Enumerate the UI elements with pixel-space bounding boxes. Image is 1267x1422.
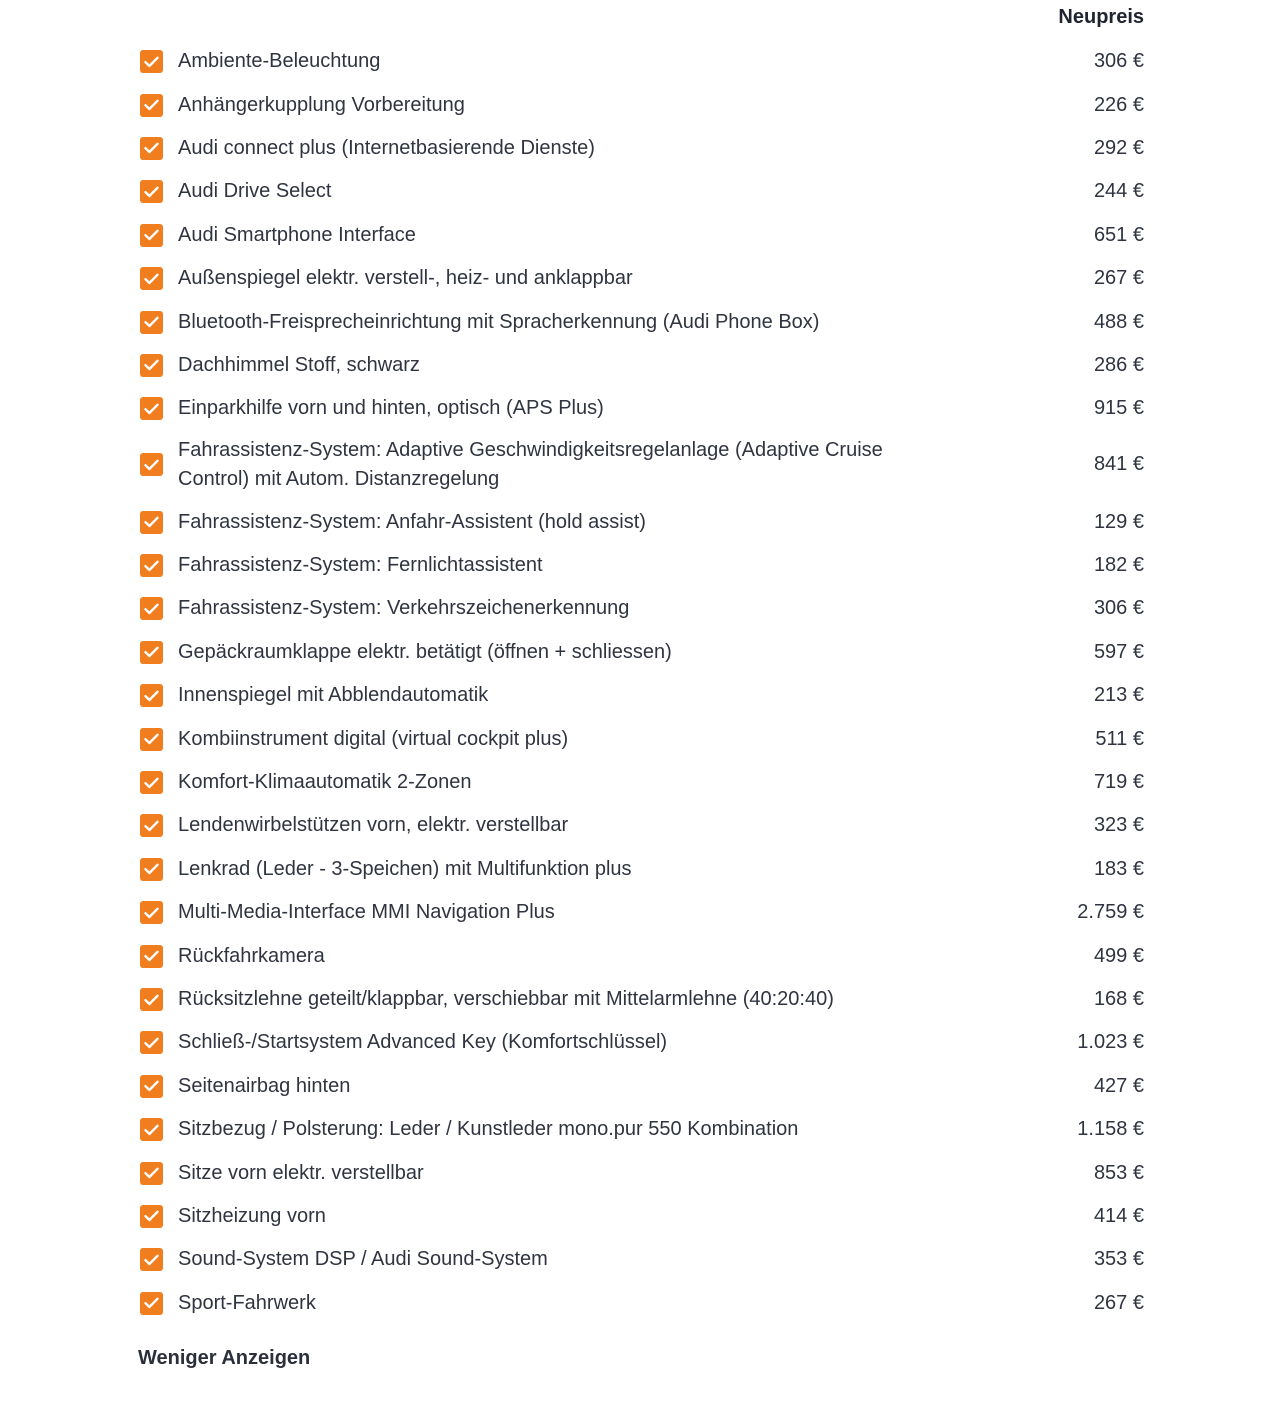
- equipment-item-left: [138, 1028, 667, 1057]
- equipment-item: [138, 717, 1144, 760]
- equipment-label: Dachhimmel Stoff, schwarz: [178, 353, 420, 376]
- equipment-label: Einparkhilfe vorn und hinten, optisch (APS Plus): [178, 397, 604, 420]
- equipment-item: [138, 300, 1144, 343]
- equipment-label: Außenspiegel elektr. verstell-, heiz- und anklappbar: [178, 267, 633, 290]
- checkmark-icon: [144, 820, 159, 832]
- checkmark-icon: [144, 229, 159, 241]
- list-header: [138, 0, 1144, 40]
- checkmark-icon: [144, 907, 159, 919]
- equipment-item-left: [138, 308, 819, 337]
- checkmark-icon: [144, 690, 159, 702]
- checkmark-icon: [144, 1037, 159, 1049]
- equipment-item: [138, 891, 1144, 934]
- equipment-item-left: [138, 1202, 326, 1231]
- equipment-price: 244 €: [1093, 180, 1144, 203]
- equipment-price: 306 €: [1093, 597, 1144, 620]
- equipment-item-left: [138, 394, 604, 423]
- equipment-label: Lendenwirbelstützen vorn, elektr. verstellbar: [178, 814, 569, 837]
- equipment-label: Sitze vorn elektr. verstellbar: [178, 1161, 424, 1184]
- checkmark-icon: [144, 560, 159, 572]
- equipment-price: 306 €: [1093, 50, 1144, 73]
- equipment-checkbox[interactable]: [140, 224, 163, 247]
- equipment-price: 182 €: [1093, 554, 1144, 577]
- equipment-checkbox[interactable]: [140, 1205, 163, 1228]
- equipment-item-left: [138, 436, 908, 494]
- equipment-item-left: [138, 1072, 350, 1101]
- checkmark-icon: [144, 733, 159, 745]
- equipment-checkbox[interactable]: [140, 814, 163, 837]
- equipment-label: Fahrassistenz-System: Adaptive Geschwindigkeitsregelanlage (Adaptive Cruise Control) mit Autom. Distanzregelung: [178, 438, 883, 490]
- equipment-item: [138, 170, 1144, 213]
- equipment-price: 323 €: [1093, 814, 1144, 837]
- show-less-link[interactable]: Weniger Anzeigen: [138, 1346, 311, 1369]
- equipment-label: Kombiinstrument digital (virtual cockpit plus): [178, 727, 569, 750]
- equipment-item-left: [138, 811, 568, 840]
- equipment-item-left: [138, 508, 646, 537]
- equipment-checkbox[interactable]: [140, 641, 163, 664]
- equipment-item-left: [138, 1115, 798, 1144]
- equipment-item: [138, 344, 1144, 387]
- checkmark-icon: [144, 56, 159, 68]
- equipment-price: 427 €: [1093, 1074, 1144, 1097]
- equipment-price: 719 €: [1093, 771, 1144, 794]
- equipment-label: Anhängerkupplung Vorbereitung: [178, 93, 465, 116]
- checkmark-icon: [144, 777, 159, 789]
- equipment-label: Schließ-/Startsystem Advanced Key (Komfortschlüssel): [178, 1031, 668, 1054]
- equipment-checkbox[interactable]: [140, 1162, 163, 1185]
- equipment-price: 488 €: [1093, 310, 1144, 333]
- equipment-checkbox[interactable]: [140, 50, 163, 73]
- equipment-item: [138, 804, 1144, 847]
- checkmark-icon: [144, 99, 159, 111]
- equipment-item: [138, 214, 1144, 257]
- equipment-item: [138, 1282, 1144, 1325]
- checkmark-icon: [144, 1210, 159, 1222]
- equipment-item: [138, 674, 1144, 717]
- checkmark-icon: [144, 403, 159, 415]
- equipment-item-left: [138, 1245, 548, 1274]
- equipment-item: [138, 1108, 1144, 1151]
- equipment-checkbox[interactable]: [140, 137, 163, 160]
- equipment-label: Fahrassistenz-System: Anfahr-Assistent (hold assist): [178, 510, 646, 533]
- equipment-label: Fahrassistenz-System: Verkehrszeichenerkennung: [178, 597, 630, 620]
- equipment-price: 651 €: [1093, 223, 1144, 246]
- checkmark-icon: [144, 950, 159, 962]
- equipment-price: 841 €: [1093, 453, 1144, 476]
- equipment-price: 129 €: [1093, 510, 1144, 533]
- equipment-checkbox[interactable]: [140, 901, 163, 924]
- equipment-checkbox[interactable]: [140, 397, 163, 420]
- equipment-label: Audi Smartphone Interface: [178, 223, 416, 246]
- equipment-item: [138, 1151, 1144, 1194]
- equipment-item: [138, 1238, 1144, 1281]
- equipment-item: [138, 587, 1144, 630]
- checkmark-icon: [144, 516, 159, 528]
- equipment-label: Sitzbezug / Polsterung: Leder / Kunstleder mono.pur 550 Kombination: [178, 1118, 799, 1141]
- equipment-list-panel: [138, 0, 1144, 1370]
- equipment-item: [138, 40, 1144, 83]
- equipment-price: 286 €: [1093, 353, 1144, 376]
- checkmark-icon: [144, 863, 159, 875]
- checkmark-icon: [144, 1254, 159, 1266]
- equipment-item-left: [138, 1289, 316, 1318]
- equipment-checkbox[interactable]: [140, 771, 163, 794]
- equipment-item: [138, 257, 1144, 300]
- equipment-price: 1.158 €: [1077, 1118, 1144, 1141]
- equipment-item-left: [138, 177, 331, 206]
- equipment-checkbox[interactable]: [140, 1248, 163, 1271]
- equipment-checkbox[interactable]: [140, 94, 163, 117]
- equipment-item: [138, 501, 1144, 544]
- equipment-item-left: [138, 898, 555, 927]
- equipment-price: 168 €: [1093, 988, 1144, 1010]
- equipment-item: [138, 1195, 1144, 1238]
- equipment-item-left: [138, 681, 488, 710]
- equipment-checkbox[interactable]: [140, 1075, 163, 1098]
- equipment-price: 499 €: [1093, 944, 1144, 967]
- equipment-item: [138, 1021, 1144, 1064]
- equipment-price: 853 €: [1093, 1161, 1144, 1184]
- checkmark-icon: [144, 1124, 159, 1136]
- equipment-item-left: [138, 91, 465, 120]
- equipment-checkbox[interactable]: [140, 1031, 163, 1054]
- equipment-item-left: [138, 942, 325, 971]
- equipment-price: 597 €: [1093, 640, 1144, 663]
- checkmark-icon: [144, 603, 159, 615]
- checkmark-icon: [144, 359, 159, 371]
- equipment-item: [138, 544, 1144, 587]
- equipment-label: Sitzheizung vorn: [178, 1204, 326, 1227]
- equipment-checkbox[interactable]: [140, 728, 163, 751]
- equipment-item: [138, 83, 1144, 126]
- equipment-price: 1.023 €: [1077, 1031, 1144, 1054]
- equipment-item: [138, 127, 1144, 170]
- equipment-price: 213 €: [1093, 684, 1144, 707]
- equipment-label: Audi connect plus (Internetbasierende Dienste): [178, 136, 595, 159]
- equipment-item-left: [138, 768, 471, 797]
- checkmark-icon: [144, 1080, 159, 1092]
- equipment-item-left: [138, 221, 416, 250]
- checkmark-icon: [144, 316, 159, 328]
- equipment-item-left: [138, 725, 568, 754]
- equipment-label: Bluetooth-Freisprecheinrichtung mit Spracherkennung (Audi Phone Box): [178, 310, 820, 333]
- equipment-label: Gepäckraumklappe elektr. betätigt (öffnen + schliessen): [178, 640, 672, 663]
- equipment-checkbox[interactable]: [140, 858, 163, 881]
- equipment-label: Sound-System DSP / Audi Sound-System: [178, 1248, 548, 1271]
- equipment-item: [138, 848, 1144, 891]
- equipment-item: [138, 431, 1144, 501]
- equipment-price: 267 €: [1093, 267, 1144, 290]
- equipment-price: 414 €: [1093, 1204, 1144, 1227]
- equipment-checkbox[interactable]: [140, 267, 163, 290]
- equipment-checkbox[interactable]: [140, 511, 163, 534]
- equipment-checkbox[interactable]: [140, 945, 163, 968]
- equipment-price: 183 €: [1093, 857, 1144, 880]
- equipment-label: Innenspiegel mit Abblendautomatik: [178, 684, 489, 707]
- equipment-checkbox[interactable]: [140, 354, 163, 377]
- equipment-item-left: [138, 638, 672, 667]
- equipment-label: Fahrassistenz-System: Fernlichtassistent: [178, 554, 543, 577]
- equipment-item: [138, 387, 1144, 430]
- equipment-checkbox[interactable]: [140, 988, 163, 1011]
- equipment-label: Ambiente-Beleuchtung: [178, 50, 381, 73]
- equipment-label: Lenkrad (Leder - 3-Speichen) mit Multifunktion plus: [178, 857, 632, 880]
- equipment-item-left: [138, 1159, 424, 1188]
- checkmark-icon: [144, 994, 159, 1006]
- equipment-checkbox[interactable]: [140, 1118, 163, 1141]
- equipment-price: 267 €: [1093, 1291, 1144, 1314]
- checkmark-icon: [144, 646, 159, 658]
- equipment-price: 226 €: [1093, 93, 1144, 116]
- checkmark-icon: [144, 273, 159, 285]
- equipment-item-left: [138, 134, 595, 163]
- equipment-checkbox[interactable]: [140, 597, 163, 620]
- equipment-item-left: [138, 855, 632, 884]
- equipment-checkbox[interactable]: [140, 684, 163, 707]
- checkmark-icon: [144, 142, 159, 154]
- equipment-price: 353 €: [1093, 1248, 1144, 1271]
- equipment-list: [138, 40, 1144, 1325]
- equipment-checkbox[interactable]: [140, 453, 163, 476]
- equipment-price: 292 €: [1093, 136, 1144, 159]
- checkmark-icon: [144, 1167, 159, 1179]
- equipment-item: [138, 761, 1144, 804]
- equipment-item: [138, 1065, 1144, 1108]
- equipment-item: [138, 978, 1144, 1021]
- equipment-item-left: [138, 351, 420, 380]
- checkmark-icon: [144, 186, 159, 198]
- equipment-label: Rücksitzlehne geteilt/klappbar, verschiebbar mit Mittelarmlehne (40:20:40): [178, 988, 834, 1010]
- equipment-price: 915 €: [1093, 397, 1144, 420]
- price-column-header: Neupreis: [1058, 6, 1144, 28]
- equipment-item-left: [138, 47, 380, 76]
- equipment-item: [138, 631, 1144, 674]
- equipment-price: 2.759 €: [1077, 901, 1144, 924]
- equipment-label: Multi-Media-Interface MMI Navigation Plus: [178, 901, 555, 924]
- equipment-checkbox[interactable]: [140, 180, 163, 203]
- equipment-label: Audi Drive Select: [178, 180, 332, 203]
- equipment-label: Sport-Fahrwerk: [178, 1291, 316, 1314]
- equipment-label: Seitenairbag hinten: [178, 1074, 351, 1097]
- equipment-item: [138, 934, 1144, 977]
- equipment-checkbox[interactable]: [140, 554, 163, 577]
- checkmark-icon: [144, 1297, 159, 1309]
- equipment-checkbox[interactable]: [140, 1292, 163, 1315]
- equipment-checkbox[interactable]: [140, 311, 163, 334]
- equipment-item-left: [138, 985, 834, 1014]
- equipment-price: 511 €: [1095, 727, 1144, 750]
- equipment-label: Komfort-Klimaautomatik 2-Zonen: [178, 771, 472, 794]
- equipment-item-left: [138, 594, 629, 623]
- equipment-item-left: [138, 551, 543, 580]
- checkmark-icon: [144, 459, 159, 471]
- equipment-label: Rückfahrkamera: [178, 944, 325, 967]
- equipment-item-left: [138, 264, 633, 293]
